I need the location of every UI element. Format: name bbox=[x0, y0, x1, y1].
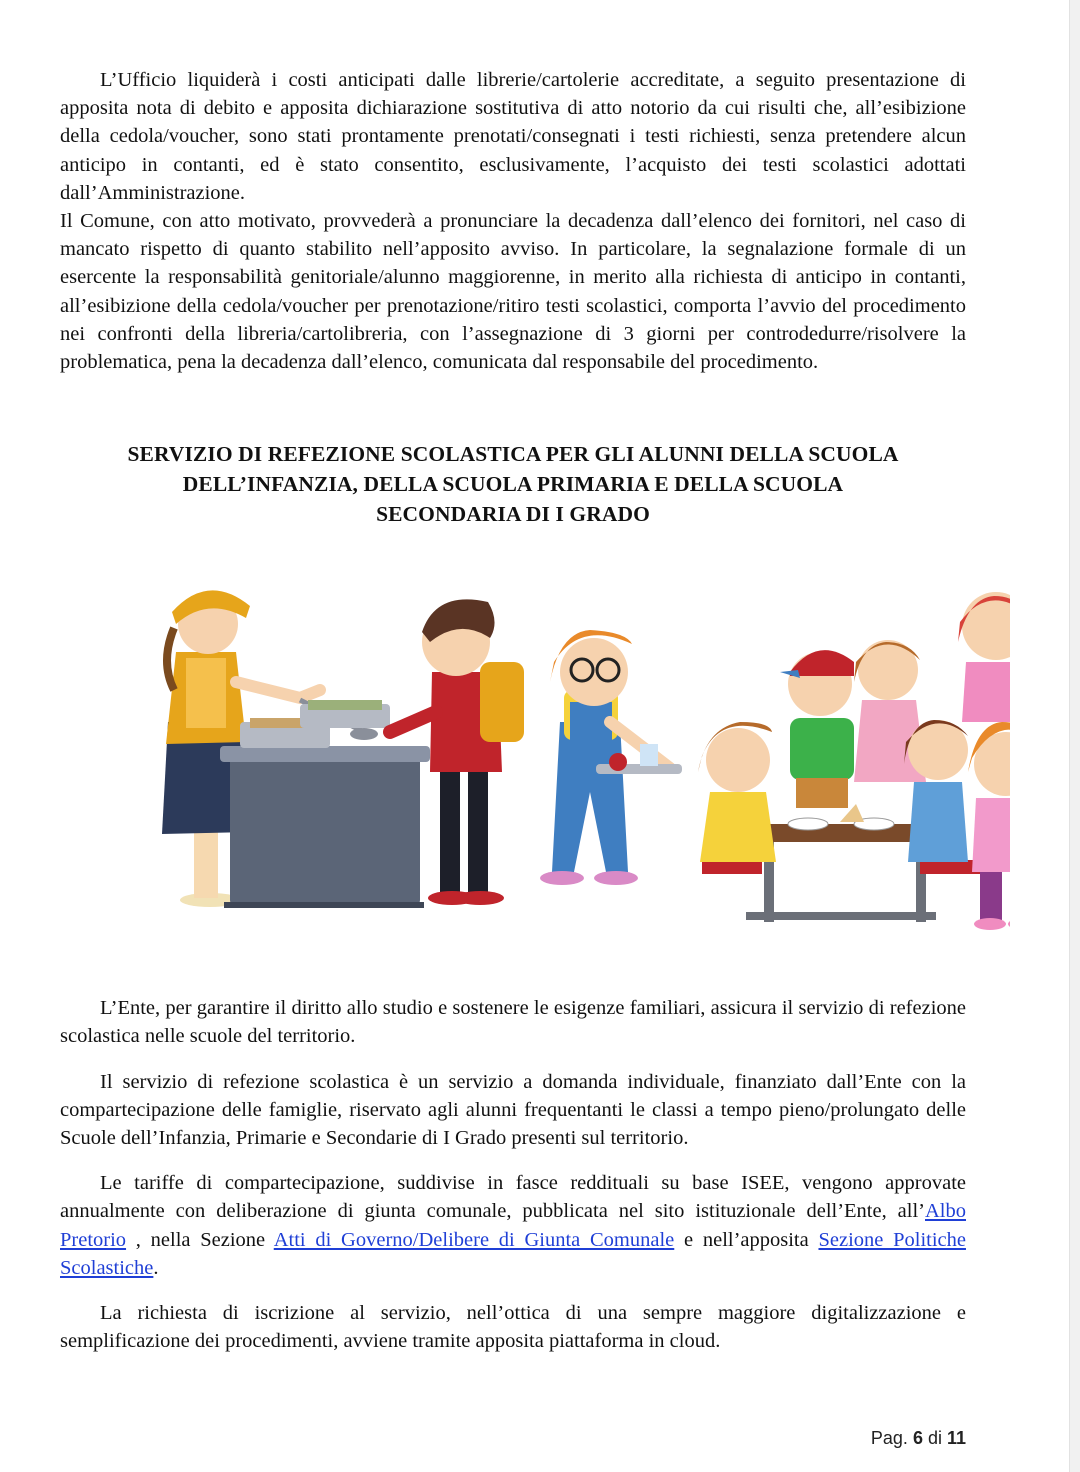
section-heading bbox=[60, 439, 966, 529]
heading-line-2: DELL’INFANZIA, DELLA SCUOLA PRIMARIA E DELLA SCUOLA bbox=[182, 472, 844, 497]
girl-glasses-figure bbox=[540, 630, 682, 885]
paragraph-domanda-individuale: Il servizio di refezione scolastica è un servizio a domanda individuale, finanziato dall’Ente con la compartecipazione delle famiglie, riservato agli alunni frequentanti le classi a tempo pieno/prolungato delle Scuole dell’Infanzia, Primarie e Secondarie di I Grado presenti sul territorio. bbox=[60, 1070, 966, 1150]
tariffe-text-start: Le tariffe di compartecipazione, suddivise in fasce reddituali su base ISEE, vengono approvate annualmente con deliberazione di giunta comunale, pubblicata nel sito istituzionale dell’Ente, all’ bbox=[60, 1172, 966, 1223]
tariffe-text-mid2: e nell’apposita bbox=[674, 1228, 819, 1251]
tariffe-text-end: . bbox=[153, 1256, 159, 1279]
kids-group bbox=[698, 592, 1010, 930]
page-total: 11 bbox=[946, 1428, 966, 1448]
atti-governo-link[interactable]: Atti di Governo/Delibere di Giunta Comunale bbox=[273, 1228, 675, 1251]
paragraph-diritto-studio: L’Ente, per garantire il diritto allo studio e sostenere le esigenze familiari, assicura il servizio di refezione scolastica nelle scuole del territorio. bbox=[60, 997, 966, 1048]
page-current: 6 bbox=[912, 1428, 923, 1448]
lower-section bbox=[60, 994, 966, 1355]
tariffe-text-mid: , nella Sezione bbox=[126, 1228, 274, 1251]
page-edge bbox=[1069, 0, 1080, 1472]
page-number bbox=[871, 1428, 966, 1449]
school-canteen-illustration bbox=[150, 572, 1010, 960]
heading-line-3: SECONDARIA DI I GRADO bbox=[376, 502, 650, 527]
page-separator: di bbox=[922, 1428, 947, 1448]
canteen-illustration-icon bbox=[150, 572, 1010, 960]
paragraph-tariffe bbox=[60, 1169, 966, 1282]
paragraph-decadenza-fornitori: Il Comune, con atto motivato, provvederà a pronunciare la decadenza dall’elenco dei fornitori, nel caso di mancato rispetto di quanto stabilito nell’apposito avviso. In particolare, la segnalazione formale di un esercente la responsabilità genitoriale/alunno maggiorenne, in merito alla richiesta di anticipo in contanti, all’esibizione della cedola/voucher per prenotazione/ritiro testi scolastici, comporta l’avvio del procedimento nei confronti della libreria/cartolibreria, con l’assegnazione di 3 giorni per controdedurre/risolvere la problematica, pena la decadenza dall’elenco, comunicata dal responsabile del procedimento. bbox=[60, 210, 966, 374]
page-prefix: Pag. bbox=[870, 1428, 913, 1448]
paragraph-rimborso-librerie: L’Ufficio liquiderà i costi anticipati dalle librerie/cartolerie accreditate, a seguito presentazione di apposita nota di debito e apposita dichiarazione sostitutiva di atto notorio da cui risulti che, all’esibizione della cedola/voucher, sono stati prontamente prenotati/consegnati i testi richiesti, senza pretendere alcun anticipo in contanti, ed è stato consentito, esclusivamente, l’acquisto dei testi scolastici adottati dall’Amministrazione. bbox=[60, 69, 966, 204]
paragraph-iscrizione: La richiesta di iscrizione al servizio, nell’ottica di una sempre maggiore digitalizzazione e semplificazione dei procedimenti, avviene tramite apposita piattaforma in cloud. bbox=[60, 1302, 966, 1353]
document-page bbox=[60, 66, 966, 1372]
heading-line-1: SERVIZIO DI REFEZIONE SCOLASTICA PER GLI ALUNNI DELLA SCUOLA bbox=[127, 442, 899, 467]
politiche-scolastiche-link[interactable]: Sezione Politiche Scolastiche bbox=[60, 1228, 966, 1279]
albo-pretorio-link[interactable]: Albo Pretorio bbox=[60, 1200, 966, 1251]
